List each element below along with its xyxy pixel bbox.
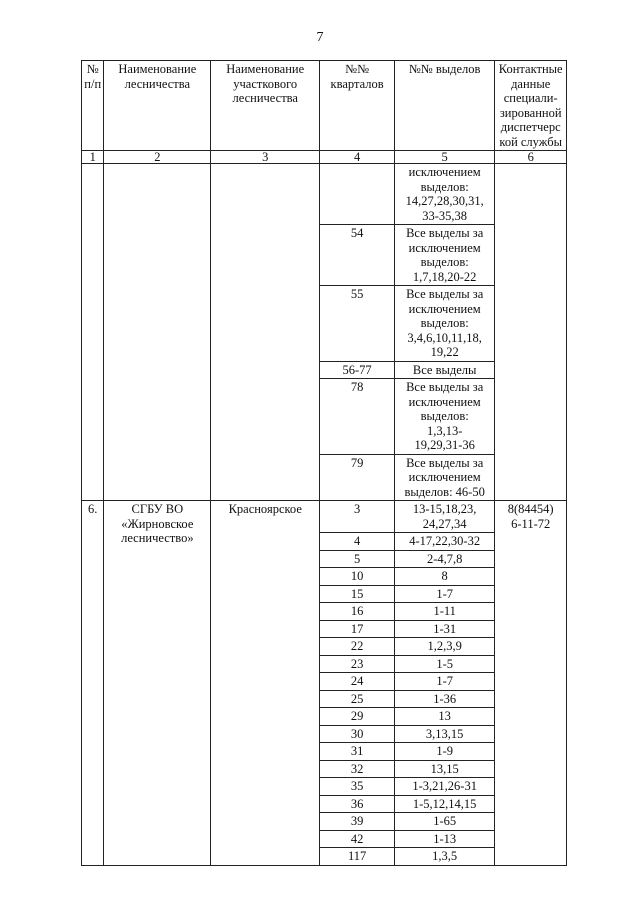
column-number: 2 bbox=[104, 151, 211, 164]
kvartal-cell: 29 bbox=[320, 708, 395, 726]
vydely-cell: 1,3,5 bbox=[394, 848, 494, 866]
kvartal-cell: 10 bbox=[320, 568, 395, 586]
vydely-cell: 13,15 bbox=[394, 760, 494, 778]
vydely-cell: 3,13,15 bbox=[394, 725, 494, 743]
column-number: 6 bbox=[495, 151, 567, 164]
vydely-cell: 8 bbox=[394, 568, 494, 586]
vydely-cell: 1-5,12,14,15 bbox=[394, 795, 494, 813]
vydely-cell: 1-13 bbox=[394, 830, 494, 848]
entry-number: 6. bbox=[82, 501, 104, 866]
forestry-name: СГБУ ВО «Жирновское лесничество» bbox=[104, 501, 211, 866]
vydely-cell: Все выделы за исключением выделов: 1,7,18,20-22 bbox=[394, 225, 494, 286]
vydely-cell: 1-65 bbox=[394, 813, 494, 831]
kvartal-cell: 35 bbox=[320, 778, 395, 796]
kvartal-cell: 30 bbox=[320, 725, 395, 743]
kvartal-cell: 23 bbox=[320, 655, 395, 673]
contact-info: 8(84454) 6-11-72 bbox=[495, 501, 567, 866]
vydely-cell: 1-7 bbox=[394, 673, 494, 691]
kvartal-cell: 15 bbox=[320, 585, 395, 603]
header-contacts: Контактные данные специали- зированной диспетчерс кой службы bbox=[495, 61, 567, 151]
vydely-cell: Все выделы за исключением выделов: 1,3,13- 19,29,31-36 bbox=[394, 379, 494, 455]
kvartal-cell: 36 bbox=[320, 795, 395, 813]
vydely-cell: 4-17,22,30-32 bbox=[394, 533, 494, 551]
vydely-cell: 1-36 bbox=[394, 690, 494, 708]
vydely-cell: 1-11 bbox=[394, 603, 494, 621]
table-row bbox=[82, 164, 567, 225]
header-kvartals: №№ кварталов bbox=[320, 61, 395, 151]
forestry-table bbox=[81, 60, 567, 866]
vydely-cell: Все выделы за исключением выделов: 3,4,6,10,11,18, 19,22 bbox=[394, 286, 494, 362]
column-number: 1 bbox=[82, 151, 104, 164]
continued-forestry-cell bbox=[104, 164, 211, 501]
vydely-cell: Все выделы за исключением выделов: 46-50 bbox=[394, 454, 494, 501]
kvartal-cell: 16 bbox=[320, 603, 395, 621]
kvartal-cell: 78 bbox=[320, 379, 395, 455]
kvartal-cell: 56-77 bbox=[320, 361, 395, 379]
kvartal-cell: 117 bbox=[320, 848, 395, 866]
vydely-cell: Все выделы bbox=[394, 361, 494, 379]
column-number-row bbox=[82, 151, 567, 164]
vydely-cell: 1-7 bbox=[394, 585, 494, 603]
kvartal-cell: 25 bbox=[320, 690, 395, 708]
district-name: Красноярское bbox=[211, 501, 320, 866]
kvartal-cell: 3 bbox=[320, 501, 395, 533]
header-vydely: №№ выделов bbox=[394, 61, 494, 151]
kvartal-cell: 31 bbox=[320, 743, 395, 761]
vydely-cell: 13 bbox=[394, 708, 494, 726]
vydely-cell: 1-9 bbox=[394, 743, 494, 761]
continued-district-cell bbox=[211, 164, 320, 501]
header-district: Наименование участкового лесничества bbox=[211, 61, 320, 151]
kvartal-cell bbox=[320, 164, 395, 225]
kvartal-cell: 4 bbox=[320, 533, 395, 551]
vydely-cell: 1-31 bbox=[394, 620, 494, 638]
kvartal-cell: 42 bbox=[320, 830, 395, 848]
kvartal-cell: 79 bbox=[320, 454, 395, 501]
vydely-cell: 1-5 bbox=[394, 655, 494, 673]
continued-contact-cell bbox=[495, 164, 567, 501]
header-number: № п/п bbox=[82, 61, 104, 151]
column-number: 4 bbox=[320, 151, 395, 164]
kvartal-cell: 5 bbox=[320, 550, 395, 568]
header-forestry: Наименование лесничества bbox=[104, 61, 211, 151]
column-number: 3 bbox=[211, 151, 320, 164]
vydely-cell: 2-4,7,8 bbox=[394, 550, 494, 568]
kvartal-cell: 32 bbox=[320, 760, 395, 778]
kvartal-cell: 54 bbox=[320, 225, 395, 286]
table-row bbox=[82, 501, 567, 533]
vydely-cell: исключением выделов: 14,27,28,30,31, 33-35,38 bbox=[394, 164, 494, 225]
kvartal-cell: 55 bbox=[320, 286, 395, 362]
vydely-cell: 1,2,3,9 bbox=[394, 638, 494, 656]
header-row bbox=[82, 61, 567, 151]
vydely-cell: 1-3,21,26-31 bbox=[394, 778, 494, 796]
kvartal-cell: 17 bbox=[320, 620, 395, 638]
vydely-cell: 13-15,18,23, 24,27,34 bbox=[394, 501, 494, 533]
kvartal-cell: 39 bbox=[320, 813, 395, 831]
page-number: 7 bbox=[316, 30, 324, 45]
column-number: 5 bbox=[394, 151, 494, 164]
continued-number-cell bbox=[82, 164, 104, 501]
kvartal-cell: 22 bbox=[320, 638, 395, 656]
kvartal-cell: 24 bbox=[320, 673, 395, 691]
